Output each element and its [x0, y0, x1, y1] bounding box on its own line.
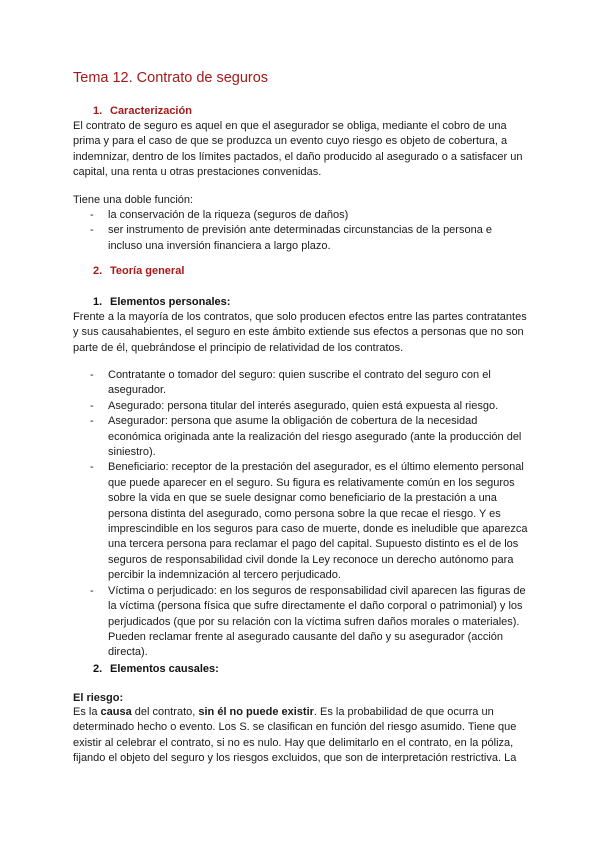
riesgo-paragraph — [73, 705, 529, 767]
funciones-list — [73, 208, 529, 254]
section-2-number: 2. — [93, 265, 103, 277]
list-item: - Víctima o perjudicado: en los seguros de responsabilidad civil aparecen las figuras de la víctima (persona física que sufre directamente el daño corporal o patrimonial) y los perjudicados (que por su relación con la víctima sufren daños morales o materiales). Pueden reclamar frente al asegurado causante del daño y su asegurador (acción directa). — [73, 584, 529, 661]
riesgo-text-1: Es la — [73, 706, 101, 718]
subsection-1-title: Elementos personales: — [110, 296, 231, 308]
subsection-1-heading — [93, 295, 230, 310]
list-item: - ser instrumento de previsión ante determinadas circunstancias de la persona e incluso una inversión financiera a largo plazo. — [73, 223, 529, 254]
subsection-2-title: Elementos causales: — [110, 663, 219, 675]
list-item: - la conservación de la riqueza (seguros de daños) — [73, 208, 529, 223]
list-item: - Beneficiario: receptor de la prestación del asegurador, es el último elemento personal que puede aparecer en el seguro. Su figura es relativamente común en los seguros sobre la vida en que se suele designar como beneficiario de la prestación a una persona distinta del asegurado, como persona sobre la que recae el riesgo. Y es imprescindible en los seguros para caso de muerte, donde es ineludible que aparezca una tercera persona para reclamar el pago del capital. Supuesto distinto es el de los seguros de responsabilidad civil donde la Ley reconoce un derecho autónomo para percibir la indemnización al tercero perjudicado. — [73, 460, 529, 583]
list-item: - Asegurador: persona que asume la obligación de cobertura de la necesidad económica originada ante la realización del riesgo asegurado (ante la producción del siniestro). — [73, 414, 529, 460]
riesgo-text-3: . Es la probabilidad de que ocurra un determinado hecho o evento. Los S. se clasifican en función del riesgo asumido. Tiene que existir al celebrar el contrato, si no es nulo. Hay que delimitarlo en el contrato, en la póliza, fijando el objeto del seguro y los riesgos excluidos, que son de interpretación restrictiva. La — [73, 706, 517, 765]
section-1-heading — [93, 104, 192, 119]
list-item: - Asegurado: persona titular del interés asegurado, quien está expuesta al riesgo. — [73, 399, 529, 414]
subsection-1-number: 1. — [93, 296, 103, 308]
section-2-heading — [93, 264, 184, 279]
section-2-title: Teoría general — [110, 265, 185, 277]
section-1-title: Caracterización — [110, 105, 192, 117]
list-item: - Contratante o tomador del seguro: quien suscribe el contrato del seguro con el asegurador. — [73, 368, 529, 399]
doble-funcion-intro: Tiene una doble función: — [73, 194, 194, 206]
elementos-personales-list — [73, 368, 529, 661]
subsection-2-heading — [93, 662, 219, 677]
section-1-number: 1. — [93, 105, 103, 117]
caracterizacion-paragraph: El contrato de seguro es aquel en que el asegurador se obliga, mediante el cobro de una prima y para el caso de que se produzca un evento cuyo riesgo es objeto de cobertura, a indemnizar, dentro de los límites pactados, el daño producido al asegurado o a satisfacer un capital, una renta u otras prestaciones convenidas. — [73, 120, 523, 179]
riesgo-text-2: del contrato, — [131, 706, 199, 718]
riesgo-bold-existir: sin él no puede existir — [198, 706, 314, 718]
riesgo-heading: El riesgo: — [73, 692, 124, 704]
subsection-2-number: 2. — [93, 663, 103, 675]
elementos-personales-paragraph: Frente a la mayoría de los contratos, que solo producen efectos entre las partes contratantes y sus causahabientes, el seguro en este ámbito extiende sus efectos a personas que no son parte de él, quebrándose el principio de relatividad de los contratos. — [73, 311, 527, 354]
document-title: Tema 12. Contrato de seguros — [73, 70, 269, 86]
riesgo-bold-causa: causa — [100, 706, 132, 718]
